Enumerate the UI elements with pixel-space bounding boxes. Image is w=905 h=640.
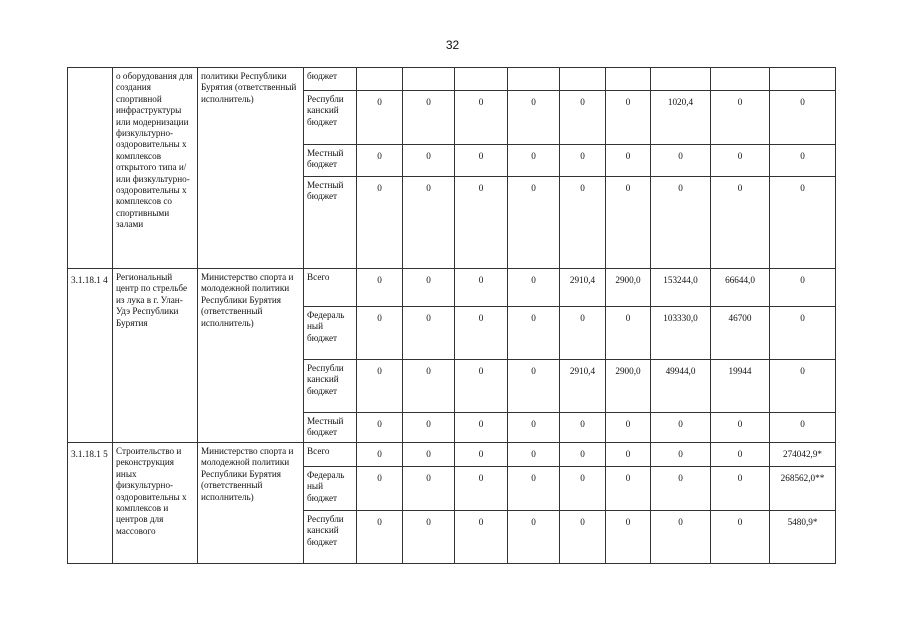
budget-type-cell: Республи канский бюджет <box>304 91 357 145</box>
value-cell: 19944 <box>711 360 770 413</box>
value-cell: 0 <box>651 413 711 443</box>
value-cell: 0 <box>560 307 606 360</box>
value-cell: 0 <box>651 467 711 511</box>
value-cell: 66644,0 <box>711 269 770 307</box>
value-cell: 0 <box>403 467 455 511</box>
value-cell: 0 <box>508 511 560 564</box>
budget-type-cell: Всего <box>304 269 357 307</box>
name-cell: Региональный центр по стрельбе из лука в г. Улан-Удэ Республики Бурятия <box>113 269 198 443</box>
table-row <box>68 443 836 467</box>
value-cell: 0 <box>357 511 403 564</box>
value-cell: 0 <box>770 269 836 307</box>
value-cell: 1020,4 <box>651 91 711 145</box>
value-cell: 2900,0 <box>606 360 651 413</box>
value-cell: 0 <box>651 177 711 269</box>
value-cell: 0 <box>403 177 455 269</box>
value-cell: 2910,4 <box>560 269 606 307</box>
value-cell: 0 <box>711 443 770 467</box>
value-cell: 0 <box>711 145 770 177</box>
value-cell: 0 <box>455 307 508 360</box>
value-cell: 0 <box>560 443 606 467</box>
value-cell: 46700 <box>711 307 770 360</box>
budget-type-cell: Федераль ный бюджет <box>304 467 357 511</box>
value-cell: 0 <box>508 360 560 413</box>
value-cell: 0 <box>357 467 403 511</box>
budget-type-cell: Местный бюджет <box>304 177 357 269</box>
value-cell: 0 <box>711 413 770 443</box>
value-cell <box>606 68 651 91</box>
value-cell: 0 <box>606 307 651 360</box>
value-cell: 0 <box>711 91 770 145</box>
value-cell: 0 <box>357 177 403 269</box>
value-cell: 0 <box>606 511 651 564</box>
value-cell: 0 <box>455 511 508 564</box>
value-cell: 2910,4 <box>560 360 606 413</box>
value-cell: 0 <box>606 145 651 177</box>
value-cell: 0 <box>357 360 403 413</box>
code-cell: 3.1.18.1 5 <box>68 443 113 564</box>
value-cell <box>560 68 606 91</box>
value-cell: 49944,0 <box>651 360 711 413</box>
value-cell: 0 <box>711 467 770 511</box>
budget-type-cell: Местный бюджет <box>304 413 357 443</box>
budget-type-cell: Местный бюджет <box>304 145 357 177</box>
value-cell: 0 <box>711 511 770 564</box>
value-cell: 0 <box>455 360 508 413</box>
value-cell: 0 <box>403 511 455 564</box>
value-cell: 274042,9* <box>770 443 836 467</box>
budget-type-cell: Республи канский бюджет <box>304 511 357 564</box>
value-cell: 0 <box>508 467 560 511</box>
value-cell: 0 <box>606 177 651 269</box>
value-cell: 0 <box>606 91 651 145</box>
value-cell: 268562,0** <box>770 467 836 511</box>
value-cell: 0 <box>403 269 455 307</box>
value-cell: 0 <box>455 91 508 145</box>
value-cell: 0 <box>770 307 836 360</box>
value-cell: 0 <box>357 443 403 467</box>
value-cell: 2900,0 <box>606 269 651 307</box>
code-cell <box>68 68 113 269</box>
value-cell: 0 <box>560 511 606 564</box>
value-cell: 0 <box>357 145 403 177</box>
value-cell: 0 <box>560 177 606 269</box>
value-cell: 0 <box>508 269 560 307</box>
value-cell: 0 <box>508 443 560 467</box>
value-cell: 0 <box>560 413 606 443</box>
value-cell: 0 <box>357 269 403 307</box>
value-cell: 0 <box>770 145 836 177</box>
value-cell: 0 <box>508 307 560 360</box>
value-cell: 0 <box>770 177 836 269</box>
value-cell: 153244,0 <box>651 269 711 307</box>
value-cell: 0 <box>403 307 455 360</box>
value-cell: 0 <box>357 91 403 145</box>
value-cell: 0 <box>770 91 836 145</box>
value-cell: 0 <box>455 467 508 511</box>
value-cell: 5480,9* <box>770 511 836 564</box>
table-row <box>68 68 836 91</box>
code-cell: 3.1.18.1 4 <box>68 269 113 443</box>
value-cell: 0 <box>560 91 606 145</box>
value-cell: 0 <box>508 91 560 145</box>
value-cell <box>651 68 711 91</box>
value-cell: 0 <box>357 413 403 443</box>
value-cell: 0 <box>711 177 770 269</box>
budget-type-cell: Республи канский бюджет <box>304 360 357 413</box>
value-cell <box>455 68 508 91</box>
value-cell: 0 <box>508 145 560 177</box>
value-cell: 0 <box>560 145 606 177</box>
value-cell: 0 <box>403 145 455 177</box>
value-cell <box>403 68 455 91</box>
value-cell: 0 <box>403 91 455 145</box>
value-cell <box>357 68 403 91</box>
budget-type-cell: бюджет <box>304 68 357 91</box>
value-cell: 0 <box>508 413 560 443</box>
value-cell: 0 <box>455 413 508 443</box>
budget-type-cell: Всего <box>304 443 357 467</box>
responsible-cell: политики Республики Бурятия (ответственный исполнитель) <box>198 68 304 269</box>
value-cell: 0 <box>403 413 455 443</box>
budget-type-cell: Федераль ный бюджет <box>304 307 357 360</box>
value-cell <box>508 68 560 91</box>
value-cell: 103330,0 <box>651 307 711 360</box>
value-cell: 0 <box>770 360 836 413</box>
value-cell: 0 <box>357 307 403 360</box>
name-cell: о оборудования для создания спортивной инфраструктуры или модернизации физкультурно-оздоровительны х комплексов открытого типа и/или физкультурно-оздоровительны х комплексов со спортивными залами <box>113 68 198 269</box>
responsible-cell: Министерство спорта и молодежной политики Республики Бурятия (ответственный исполнитель) <box>198 443 304 564</box>
budget-table <box>67 67 836 564</box>
table-row <box>68 269 836 307</box>
value-cell: 0 <box>606 413 651 443</box>
page-number: 32 <box>445 38 460 52</box>
value-cell: 0 <box>403 443 455 467</box>
value-cell: 0 <box>606 443 651 467</box>
value-cell <box>711 68 770 91</box>
value-cell: 0 <box>651 511 711 564</box>
value-cell: 0 <box>770 413 836 443</box>
value-cell: 0 <box>508 177 560 269</box>
value-cell: 0 <box>651 145 711 177</box>
value-cell <box>770 68 836 91</box>
value-cell: 0 <box>455 145 508 177</box>
value-cell: 0 <box>560 467 606 511</box>
responsible-cell: Министерство спорта и молодежной политики Республики Бурятия (ответственный исполнитель) <box>198 269 304 443</box>
value-cell: 0 <box>455 269 508 307</box>
value-cell: 0 <box>651 443 711 467</box>
value-cell: 0 <box>455 443 508 467</box>
value-cell: 0 <box>455 177 508 269</box>
name-cell: Строительство и реконструкция иных физкультурно-оздоровительны х комплексов и центров для массового <box>113 443 198 564</box>
value-cell: 0 <box>403 360 455 413</box>
value-cell: 0 <box>606 467 651 511</box>
